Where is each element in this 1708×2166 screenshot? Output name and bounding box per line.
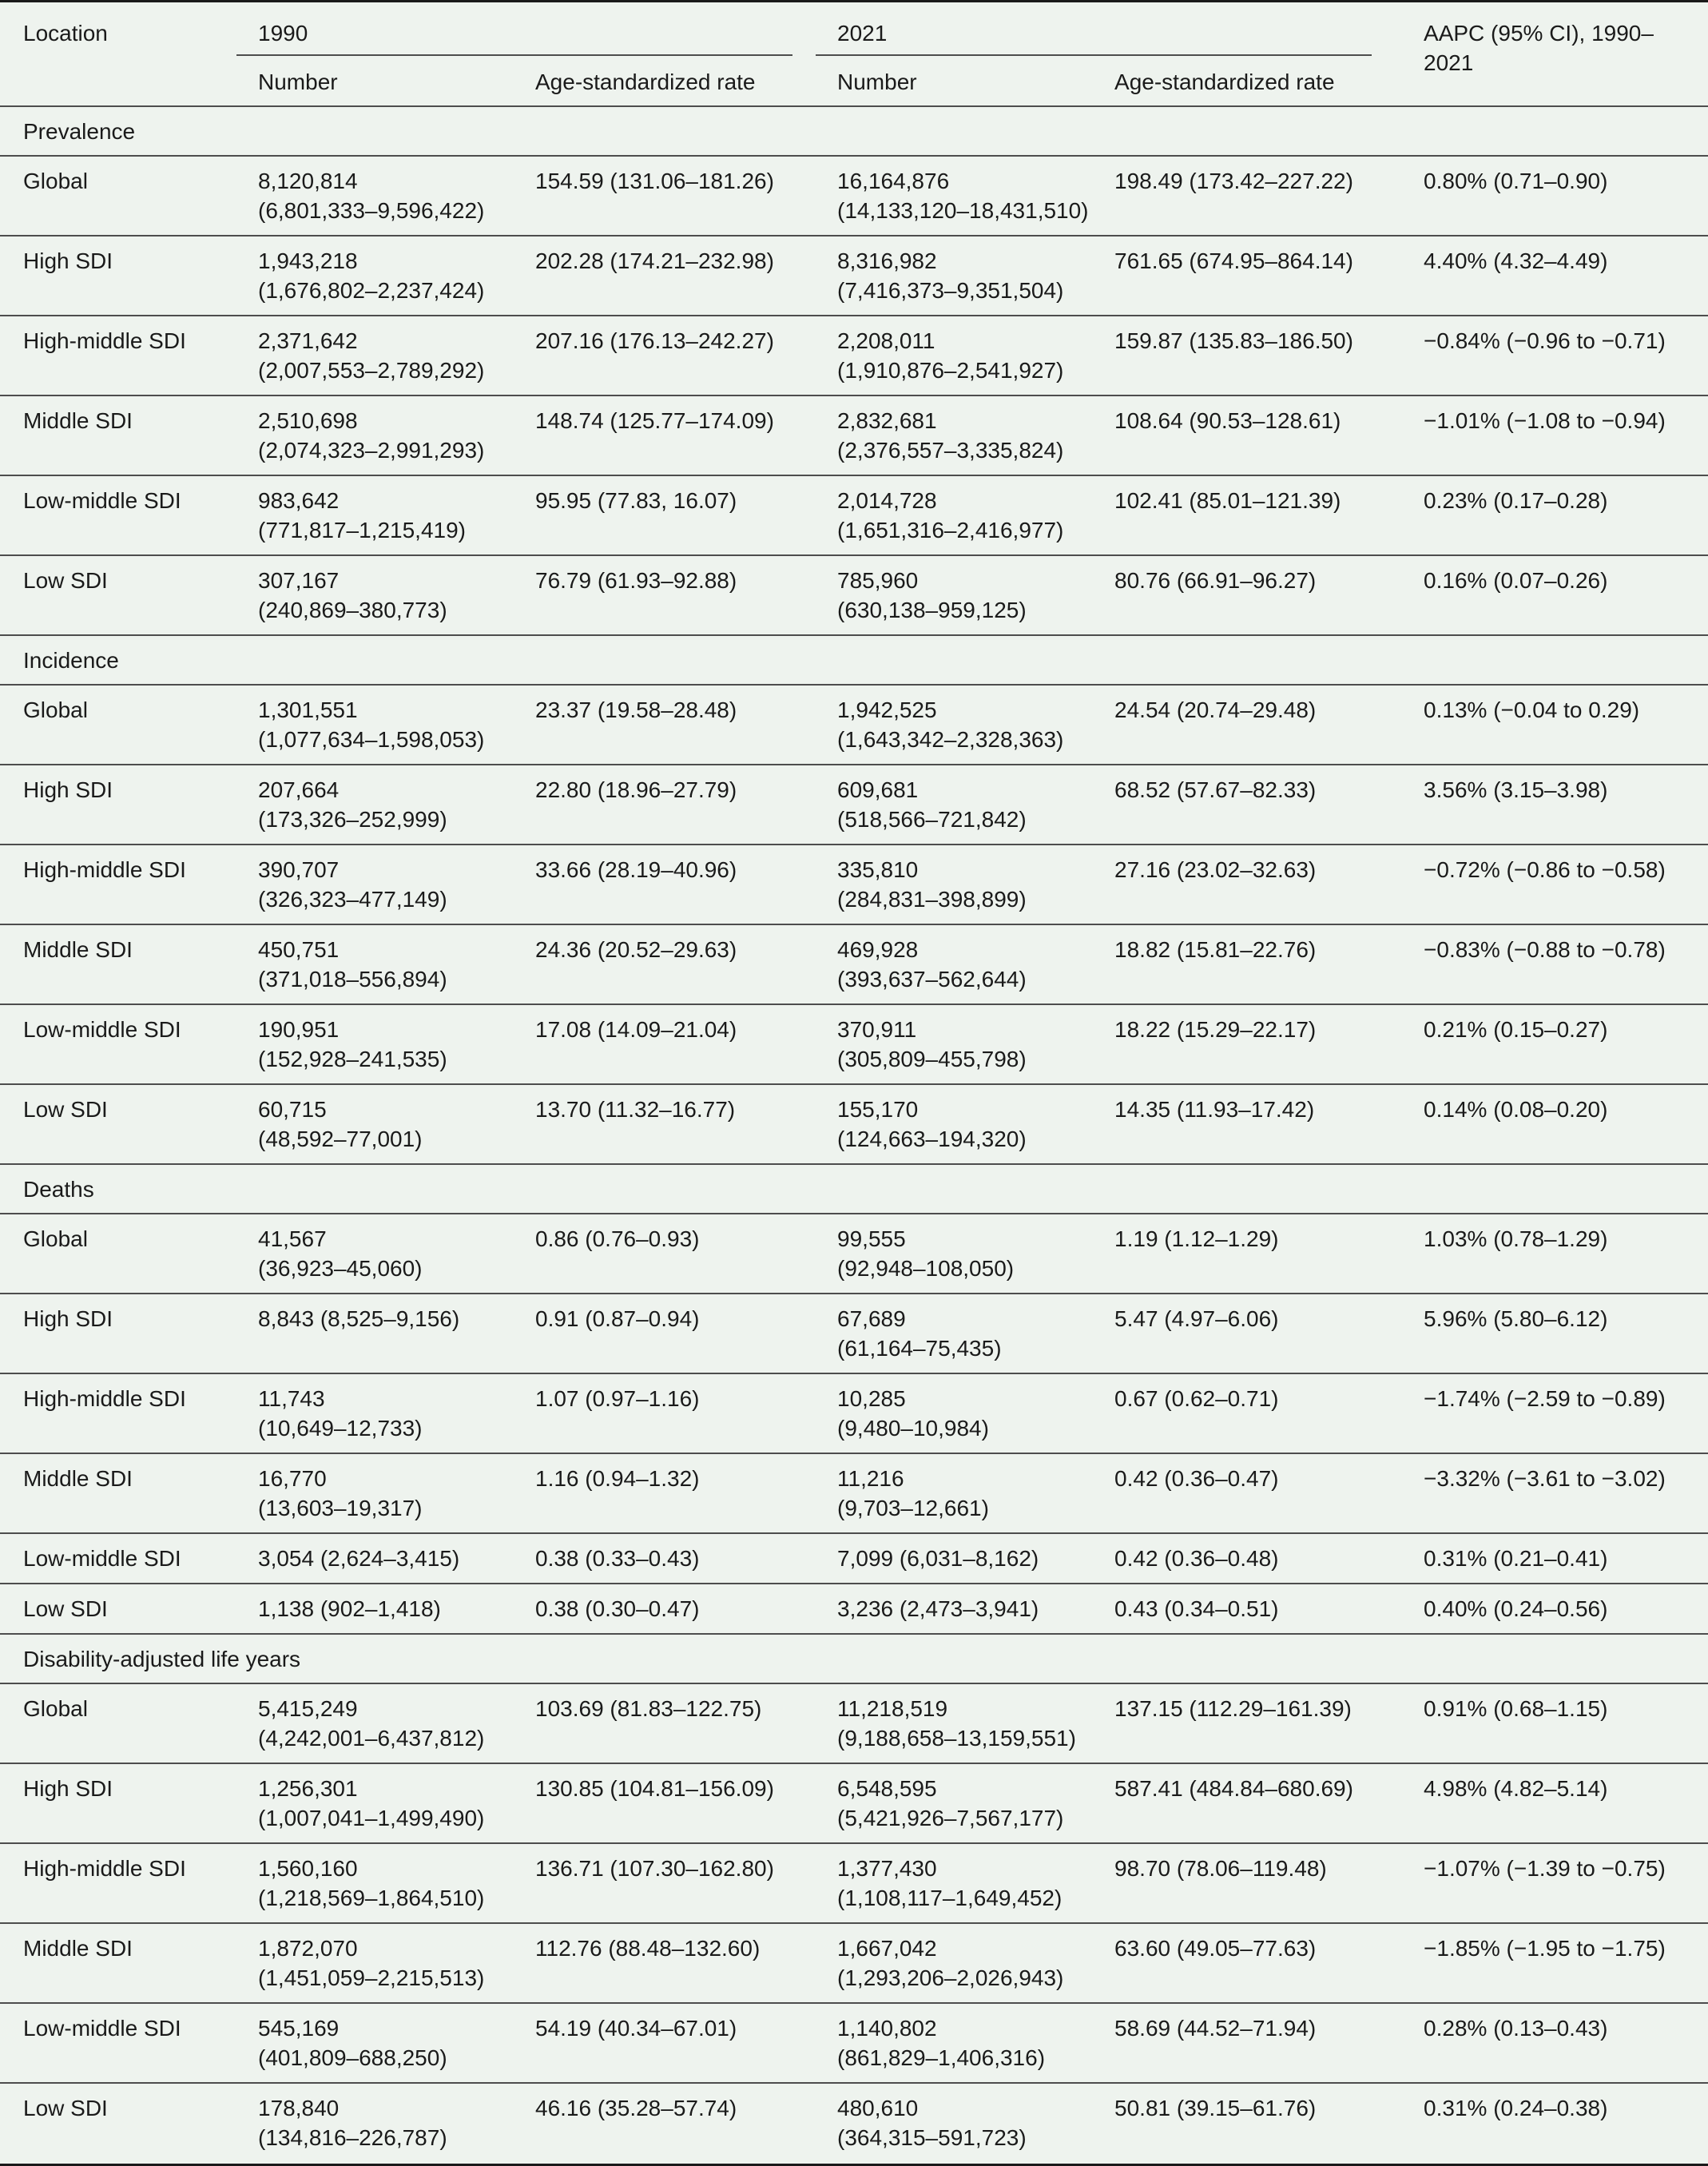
table-row bbox=[0, 1683, 1708, 1763]
number-1990-cell bbox=[235, 1453, 512, 1533]
number-2021-cell bbox=[814, 1453, 1091, 1533]
location-cell: High SDI bbox=[0, 1763, 235, 1843]
aapc-cell: −1.74% (−2.59 to −0.89) bbox=[1393, 1373, 1708, 1453]
number-1990-cell bbox=[235, 1533, 512, 1584]
table-row bbox=[0, 924, 1708, 1004]
number-2021-cell-line: (518,566–721,842) bbox=[837, 807, 1027, 832]
section-title: Prevalence bbox=[0, 106, 1708, 156]
number-1990-cell-line: (10,649–12,733) bbox=[258, 1416, 423, 1441]
number-2021-cell-line: 8,316,982 bbox=[837, 248, 937, 273]
location-cell: Low SDI bbox=[0, 555, 235, 635]
location-cell: High SDI bbox=[0, 1294, 235, 1373]
aapc-cell: 0.14% (0.08–0.20) bbox=[1393, 1084, 1708, 1164]
number-2021-cell-line: 155,170 bbox=[837, 1097, 919, 1122]
number-2021-cell-line: (364,315–591,723) bbox=[837, 2125, 1027, 2150]
aapc-cell: 4.98% (4.82–5.14) bbox=[1393, 1763, 1708, 1843]
year-1990-underline bbox=[236, 54, 792, 56]
number-1990-cell-line: 1,138 (902–1,418) bbox=[258, 1596, 441, 1621]
asr-2021-cell: 68.52 (57.67–82.33) bbox=[1091, 765, 1393, 845]
number-1990-cell-line: 1,872,070 bbox=[258, 1936, 358, 1961]
number-2021-cell-line: (305,809–455,798) bbox=[837, 1047, 1027, 1071]
number-1990-cell bbox=[235, 924, 512, 1004]
aapc-cell: 4.40% (4.32–4.49) bbox=[1393, 236, 1708, 316]
location-cell: Global bbox=[0, 1214, 235, 1294]
asr-1990-cell: 1.16 (0.94–1.32) bbox=[512, 1453, 814, 1533]
location-cell: Low-middle SDI bbox=[0, 1533, 235, 1584]
number-2021-cell-line: 10,285 bbox=[837, 1386, 906, 1411]
number-1990-cell-line: (371,018–556,894) bbox=[258, 967, 447, 992]
table-row bbox=[0, 1584, 1708, 1634]
number-2021-cell bbox=[814, 1214, 1091, 1294]
number-2021-cell bbox=[814, 1533, 1091, 1584]
number-1990-cell-line: 41,567 bbox=[258, 1226, 327, 1251]
asr-2021-cell: 80.76 (66.91–96.27) bbox=[1091, 555, 1393, 635]
asr-1990-cell: 207.16 (176.13–242.27) bbox=[512, 316, 814, 395]
section-row bbox=[0, 1634, 1708, 1683]
location-cell: Middle SDI bbox=[0, 1453, 235, 1533]
section-row bbox=[0, 106, 1708, 156]
location-cell: Global bbox=[0, 685, 235, 765]
asr-2021-header: Age-standardized rate bbox=[1091, 54, 1393, 106]
number-2021-cell-line: 335,810 bbox=[837, 857, 919, 882]
table-row bbox=[0, 1084, 1708, 1164]
number-2021-cell-line: (124,663–194,320) bbox=[837, 1127, 1027, 1151]
number-2021-cell bbox=[814, 1084, 1091, 1164]
number-1990-header: Number bbox=[235, 54, 512, 106]
number-1990-cell-line: (1,218,569–1,864,510) bbox=[258, 1886, 485, 1910]
number-2021-cell bbox=[814, 236, 1091, 316]
number-2021-cell bbox=[814, 1683, 1091, 1763]
year-1990-header: 1990 bbox=[258, 21, 308, 46]
number-2021-cell-line: 7,099 (6,031–8,162) bbox=[837, 1546, 1039, 1571]
asr-1990-cell: 148.74 (125.77–174.09) bbox=[512, 395, 814, 475]
number-2021-cell bbox=[814, 1843, 1091, 1923]
location-cell: Low-middle SDI bbox=[0, 475, 235, 555]
number-1990-cell-line: (6,801,333–9,596,422) bbox=[258, 198, 485, 223]
number-2021-cell bbox=[814, 1004, 1091, 1084]
number-1990-cell-line: (326,323–477,149) bbox=[258, 887, 447, 912]
number-2021-cell-line: (9,703–12,661) bbox=[837, 1496, 989, 1520]
number-2021-cell-line: (861,829–1,406,316) bbox=[837, 2045, 1046, 2070]
number-1990-cell bbox=[235, 156, 512, 236]
number-1990-cell-line: 190,951 bbox=[258, 1017, 340, 1042]
number-1990-cell-line: 390,707 bbox=[258, 857, 340, 882]
asr-1990-cell: 22.80 (18.96–27.79) bbox=[512, 765, 814, 845]
number-2021-cell-line: 11,216 bbox=[837, 1466, 904, 1491]
number-2021-cell-line: 469,928 bbox=[837, 937, 919, 962]
number-2021-cell bbox=[814, 1373, 1091, 1453]
number-1990-cell bbox=[235, 1084, 512, 1164]
aapc-cell: −1.07% (−1.39 to −0.75) bbox=[1393, 1843, 1708, 1923]
asr-2021-cell: 5.47 (4.97–6.06) bbox=[1091, 1294, 1393, 1373]
number-1990-cell-line: (2,007,553–2,789,292) bbox=[258, 358, 485, 383]
number-2021-cell-line: (92,948–108,050) bbox=[837, 1256, 1015, 1281]
number-1990-cell-line: (173,326–252,999) bbox=[258, 807, 447, 832]
number-1990-cell-line: 3,054 (2,624–3,415) bbox=[258, 1546, 460, 1571]
number-2021-cell-line: (284,831–398,899) bbox=[837, 887, 1027, 912]
table-row bbox=[0, 395, 1708, 475]
asr-2021-cell: 0.42 (0.36–0.48) bbox=[1091, 1533, 1393, 1584]
table-row bbox=[0, 1763, 1708, 1843]
number-2021-cell-line: 99,555 bbox=[837, 1226, 906, 1251]
number-2021-cell-line: (1,293,206–2,026,943) bbox=[837, 1965, 1064, 1990]
asr-2021-cell: 102.41 (85.01–121.39) bbox=[1091, 475, 1393, 555]
asr-2021-cell: 198.49 (173.42–227.22) bbox=[1091, 156, 1393, 236]
asr-1990-cell: 202.28 (174.21–232.98) bbox=[512, 236, 814, 316]
number-2021-cell-line: 11,218,519 bbox=[837, 1696, 948, 1721]
number-2021-cell-line: 2,014,728 bbox=[837, 488, 937, 513]
number-2021-cell bbox=[814, 1584, 1091, 1634]
number-2021-cell-line: 1,942,525 bbox=[837, 697, 937, 722]
aapc-cell: 0.28% (0.13–0.43) bbox=[1393, 2003, 1708, 2083]
number-2021-cell bbox=[814, 2003, 1091, 2083]
number-1990-cell bbox=[235, 316, 512, 395]
number-2021-cell-line: (1,643,342–2,328,363) bbox=[837, 727, 1064, 752]
number-2021-cell-line: 3,236 (2,473–3,941) bbox=[837, 1596, 1039, 1621]
aapc-cell: −1.01% (−1.08 to −0.94) bbox=[1393, 395, 1708, 475]
number-1990-cell bbox=[235, 236, 512, 316]
section-row bbox=[0, 635, 1708, 685]
table-row bbox=[0, 845, 1708, 924]
number-1990-cell-line: (4,242,001–6,437,812) bbox=[258, 1726, 485, 1751]
number-2021-cell-line: (630,138–959,125) bbox=[837, 598, 1027, 622]
number-1990-cell-line: 1,301,551 bbox=[258, 697, 358, 722]
number-2021-cell-line: (61,164–75,435) bbox=[837, 1336, 1002, 1361]
table-row bbox=[0, 1004, 1708, 1084]
location-cell: Low SDI bbox=[23, 2096, 108, 2120]
asr-2021-cell: 63.60 (49.05–77.63) bbox=[1091, 1923, 1393, 2003]
number-2021-header: Number bbox=[814, 54, 1091, 106]
asr-2021-cell: 137.15 (112.29–161.39) bbox=[1091, 1683, 1393, 1763]
aapc-cell: −3.32% (−3.61 to −3.02) bbox=[1393, 1453, 1708, 1533]
number-2021-cell-line: (9,188,658–13,159,551) bbox=[837, 1726, 1076, 1751]
asr-1990-cell: 54.19 (40.34–67.01) bbox=[512, 2003, 814, 2083]
table-body bbox=[0, 106, 1708, 2163]
asr-1990-cell: 76.79 (61.93–92.88) bbox=[512, 555, 814, 635]
number-1990-cell bbox=[235, 1763, 512, 1843]
number-1990-cell-line: (134,816–226,787) bbox=[258, 2125, 447, 2150]
section-row bbox=[0, 1164, 1708, 1214]
number-1990-cell bbox=[235, 1214, 512, 1294]
aapc-cell: 0.80% (0.71–0.90) bbox=[1393, 156, 1708, 236]
number-1990-cell-line: (2,074,323–2,991,293) bbox=[258, 438, 485, 463]
aapc-cell: 5.96% (5.80–6.12) bbox=[1393, 1294, 1708, 1373]
asr-1990-cell: 112.76 (88.48–132.60) bbox=[512, 1923, 814, 2003]
aapc-cell: −1.85% (−1.95 to −1.75) bbox=[1393, 1923, 1708, 2003]
number-1990-cell-line: 11,743 bbox=[258, 1386, 325, 1411]
table-row bbox=[0, 1923, 1708, 2003]
aapc-cell: 0.21% (0.15–0.27) bbox=[1393, 1004, 1708, 1084]
table-row bbox=[0, 1533, 1708, 1584]
number-1990-cell-line: (1,007,041–1,499,490) bbox=[258, 1806, 485, 1830]
table-row bbox=[0, 1214, 1708, 1294]
table-row bbox=[0, 2003, 1708, 2083]
number-1990-cell bbox=[235, 1584, 512, 1634]
location-cell: High SDI bbox=[0, 236, 235, 316]
asr-2021-cell: 58.69 (44.52–71.94) bbox=[1091, 2003, 1393, 2083]
number-2021-cell-line: 1,377,430 bbox=[837, 1856, 937, 1881]
number-1990-cell-line: 450,751 bbox=[258, 937, 340, 962]
asr-1990-cell: 23.37 (19.58–28.48) bbox=[512, 685, 814, 765]
number-1990-cell-line: 16,770 bbox=[258, 1466, 327, 1491]
location-cell: Middle SDI bbox=[0, 924, 235, 1004]
number-2021-cell bbox=[814, 845, 1091, 924]
location-cell: High SDI bbox=[0, 765, 235, 845]
number-1990-cell bbox=[235, 1683, 512, 1763]
asr-2021-cell: 0.42 (0.36–0.47) bbox=[1091, 1453, 1393, 1533]
location-cell: Low-middle SDI bbox=[0, 2003, 235, 2083]
number-2021-cell-line: 2,208,011 bbox=[837, 328, 935, 353]
asr-1990-cell: 24.36 (20.52–29.63) bbox=[512, 924, 814, 1004]
number-2021-cell-line: 785,960 bbox=[837, 568, 919, 593]
number-2021-cell-line: (14,133,120–18,431,510) bbox=[837, 198, 1089, 223]
asr-1990-cell: 95.95 (77.83, 16.07) bbox=[512, 475, 814, 555]
number-1990-cell-line: (48,592–77,001) bbox=[258, 1127, 423, 1151]
aapc-cell: 0.40% (0.24–0.56) bbox=[1393, 1584, 1708, 1634]
number-2021-cell bbox=[814, 395, 1091, 475]
number-2021-cell bbox=[814, 156, 1091, 236]
table-row bbox=[0, 685, 1708, 765]
aapc-cell: 0.31% (0.24–0.38) bbox=[1424, 2096, 1608, 2120]
number-2021-cell-line: 1,667,042 bbox=[837, 1936, 937, 1961]
number-1990-cell-line: 1,256,301 bbox=[258, 1776, 358, 1801]
asr-1990-cell: 33.66 (28.19–40.96) bbox=[512, 845, 814, 924]
number-1990-cell bbox=[235, 555, 512, 635]
number-1990-cell-line: (1,077,634–1,598,053) bbox=[258, 727, 485, 752]
number-2021-cell-line: 2,832,681 bbox=[837, 408, 937, 433]
aapc-cell: 1.03% (0.78–1.29) bbox=[1393, 1214, 1708, 1294]
section-title: Disability-adjusted life years bbox=[0, 1634, 1708, 1683]
number-1990-cell-line: 2,510,698 bbox=[258, 408, 358, 433]
number-1990-cell-line: 2,371,642 bbox=[258, 328, 358, 353]
number-1990-cell-line: 60,715 bbox=[258, 1097, 327, 1122]
table-row bbox=[0, 316, 1708, 395]
location-cell: Middle SDI bbox=[0, 395, 235, 475]
year-2021-header: 2021 bbox=[837, 21, 888, 46]
number-1990-cell-line: 178,840 bbox=[258, 2096, 340, 2120]
number-2021-cell-line: (393,637–562,644) bbox=[837, 967, 1027, 992]
asr-1990-cell: 103.69 (81.83–122.75) bbox=[512, 1683, 814, 1763]
number-2021-cell-line: 67,689 bbox=[837, 1306, 906, 1331]
location-cell: Middle SDI bbox=[0, 1923, 235, 2003]
asr-1990-cell: 0.38 (0.33–0.43) bbox=[512, 1533, 814, 1584]
number-1990-cell-line: 8,120,814 bbox=[258, 169, 358, 193]
location-cell: Low-middle SDI bbox=[0, 1004, 235, 1084]
asr-2021-cell: 50.81 (39.15–61.76) bbox=[1114, 2096, 1317, 2120]
location-cell: Global bbox=[0, 1683, 235, 1763]
aapc-cell: 0.91% (0.68–1.15) bbox=[1393, 1683, 1708, 1763]
number-1990-cell bbox=[235, 765, 512, 845]
aapc-cell: −0.83% (−0.88 to −0.78) bbox=[1393, 924, 1708, 1004]
asr-1990-cell: 154.59 (131.06–181.26) bbox=[512, 156, 814, 236]
number-2021-cell bbox=[814, 2083, 1091, 2163]
aapc-cell: −0.72% (−0.86 to −0.58) bbox=[1393, 845, 1708, 924]
asr-1990-cell: 130.85 (104.81–156.09) bbox=[512, 1763, 814, 1843]
number-2021-cell bbox=[814, 555, 1091, 635]
asr-2021-cell: 108.64 (90.53–128.61) bbox=[1091, 395, 1393, 475]
number-1990-cell-line: (771,817–1,215,419) bbox=[258, 518, 466, 542]
asr-2021-cell: 27.16 (23.02–32.63) bbox=[1091, 845, 1393, 924]
number-2021-cell bbox=[814, 475, 1091, 555]
number-2021-cell bbox=[814, 1294, 1091, 1373]
asr-2021-cell: 0.43 (0.34–0.51) bbox=[1091, 1584, 1393, 1634]
number-1990-cell-line: 5,415,249 bbox=[258, 1696, 358, 1721]
asr-2021-cell: 1.19 (1.12–1.29) bbox=[1091, 1214, 1393, 1294]
number-1990-cell bbox=[235, 685, 512, 765]
aapc-cell: 0.31% (0.21–0.41) bbox=[1393, 1533, 1708, 1584]
aapc-cell: 0.13% (−0.04 to 0.29) bbox=[1393, 685, 1708, 765]
number-1990-cell-line: (1,676,802–2,237,424) bbox=[258, 278, 485, 303]
table-row bbox=[0, 236, 1708, 316]
aapc-cell: 0.23% (0.17–0.28) bbox=[1393, 475, 1708, 555]
table-row bbox=[0, 765, 1708, 845]
number-1990-cell bbox=[235, 475, 512, 555]
asr-2021-cell: 0.67 (0.62–0.71) bbox=[1091, 1373, 1393, 1453]
table-row bbox=[0, 555, 1708, 635]
number-1990-cell bbox=[235, 1373, 512, 1453]
asr-1990-cell: 136.71 (107.30–162.80) bbox=[512, 1843, 814, 1923]
number-1990-cell-line: 307,167 bbox=[258, 568, 340, 593]
asr-1990-cell: 17.08 (14.09–21.04) bbox=[512, 1004, 814, 1084]
number-1990-cell-line: (152,928–241,535) bbox=[258, 1047, 447, 1071]
number-1990-cell-line: 1,943,218 bbox=[258, 248, 358, 273]
number-2021-cell bbox=[814, 765, 1091, 845]
location-cell: Low SDI bbox=[0, 1584, 235, 1634]
number-2021-cell-line: (9,480–10,984) bbox=[837, 1416, 989, 1441]
table-row bbox=[0, 1294, 1708, 1373]
location-cell: High-middle SDI bbox=[0, 845, 235, 924]
number-1990-cell bbox=[235, 1843, 512, 1923]
aapc-column-header: AAPC (95% CI), 1990–2021 bbox=[1393, 2, 1708, 106]
table-row bbox=[0, 475, 1708, 555]
section-title: Incidence bbox=[0, 635, 1708, 685]
number-1990-cell-line: (13,603–19,317) bbox=[258, 1496, 423, 1520]
asr-1990-cell: 0.86 (0.76–0.93) bbox=[512, 1214, 814, 1294]
number-1990-cell-line: (401,809–688,250) bbox=[258, 2045, 447, 2070]
asr-2021-cell: 98.70 (78.06–119.48) bbox=[1091, 1843, 1393, 1923]
number-1990-cell-line: (240,869–380,773) bbox=[258, 598, 447, 622]
asr-1990-cell: 0.38 (0.30–0.47) bbox=[512, 1584, 814, 1634]
asr-1990-header: Age-standardized rate bbox=[512, 54, 814, 106]
number-1990-cell-line: 207,664 bbox=[258, 777, 340, 802]
asr-1990-cell: 1.07 (0.97–1.16) bbox=[512, 1373, 814, 1453]
number-2021-cell bbox=[814, 316, 1091, 395]
asr-2021-cell: 18.22 (15.29–22.17) bbox=[1091, 1004, 1393, 1084]
number-1990-cell-line: 8,843 (8,525–9,156) bbox=[258, 1306, 460, 1331]
location-cell: High-middle SDI bbox=[0, 316, 235, 395]
asr-2021-cell: 761.65 (674.95–864.14) bbox=[1091, 236, 1393, 316]
number-2021-cell-line: (7,416,373–9,351,504) bbox=[837, 278, 1064, 303]
aapc-cell: −0.84% (−0.96 to −0.71) bbox=[1393, 316, 1708, 395]
number-1990-cell bbox=[235, 2003, 512, 2083]
table-row bbox=[0, 1453, 1708, 1533]
asr-1990-cell: 13.70 (11.32–16.77) bbox=[512, 1084, 814, 1164]
asr-2021-cell: 24.54 (20.74–29.48) bbox=[1091, 685, 1393, 765]
number-2021-cell bbox=[814, 924, 1091, 1004]
number-1990-cell-line: (36,923–45,060) bbox=[258, 1256, 423, 1281]
number-2021-cell-line: 370,911 bbox=[837, 1017, 917, 1042]
number-2021-cell-line: 609,681 bbox=[837, 777, 919, 802]
aapc-cell: 3.56% (3.15–3.98) bbox=[1393, 765, 1708, 845]
number-2021-cell bbox=[814, 1923, 1091, 2003]
number-2021-cell-line: 6,548,595 bbox=[837, 1776, 937, 1801]
location-cell: Low SDI bbox=[0, 1084, 235, 1164]
number-2021-cell-line: (2,376,557–3,335,824) bbox=[837, 438, 1064, 463]
asr-2021-cell: 14.35 (11.93–17.42) bbox=[1091, 1084, 1393, 1164]
number-2021-cell bbox=[814, 1763, 1091, 1843]
number-2021-cell-line: (1,108,117–1,649,452) bbox=[837, 1886, 1063, 1910]
number-1990-cell-line: 1,560,160 bbox=[258, 1856, 358, 1881]
number-1990-cell bbox=[235, 845, 512, 924]
asr-1990-cell: 0.91 (0.87–0.94) bbox=[512, 1294, 814, 1373]
year-2021-underline bbox=[816, 54, 1372, 56]
location-cell: High-middle SDI bbox=[0, 1373, 235, 1453]
table-row bbox=[0, 1843, 1708, 1923]
number-2021-cell-line: (1,910,876–2,541,927) bbox=[837, 358, 1064, 383]
number-2021-cell bbox=[814, 685, 1091, 765]
asr-2021-cell: 587.41 (484.84–680.69) bbox=[1091, 1763, 1393, 1843]
number-2021-cell-line: 480,610 bbox=[837, 2096, 919, 2120]
location-cell: Global bbox=[0, 156, 235, 236]
number-2021-cell-line: (5,421,926–7,567,177) bbox=[837, 1806, 1064, 1830]
table-row bbox=[0, 1373, 1708, 1453]
number-2021-cell-line: 16,164,876 bbox=[837, 169, 950, 193]
asr-2021-cell: 159.87 (135.83–186.50) bbox=[1091, 316, 1393, 395]
number-1990-cell bbox=[235, 2083, 512, 2163]
number-1990-cell bbox=[235, 1004, 512, 1084]
number-2021-cell-line: 1,140,802 bbox=[837, 2016, 937, 2041]
location-column-header: Location bbox=[0, 2, 235, 106]
burden-table bbox=[0, 2, 1708, 2163]
table-row bbox=[0, 2083, 1708, 2163]
location-cell: High-middle SDI bbox=[0, 1843, 235, 1923]
section-title: Deaths bbox=[0, 1164, 1708, 1214]
number-1990-cell-line: 983,642 bbox=[258, 488, 340, 513]
aapc-cell: 0.16% (0.07–0.26) bbox=[1393, 555, 1708, 635]
number-1990-cell bbox=[235, 395, 512, 475]
asr-2021-cell: 18.82 (15.81–22.76) bbox=[1091, 924, 1393, 1004]
table-row bbox=[0, 156, 1708, 236]
number-2021-cell-line: (1,651,316–2,416,977) bbox=[837, 518, 1064, 542]
asr-1990-cell: 46.16 (35.28–57.74) bbox=[535, 2096, 737, 2120]
number-1990-cell-line: 545,169 bbox=[258, 2016, 340, 2041]
number-1990-cell bbox=[235, 1923, 512, 2003]
number-1990-cell bbox=[235, 1294, 512, 1373]
number-1990-cell-line: (1,451,059–2,215,513) bbox=[258, 1965, 485, 1990]
